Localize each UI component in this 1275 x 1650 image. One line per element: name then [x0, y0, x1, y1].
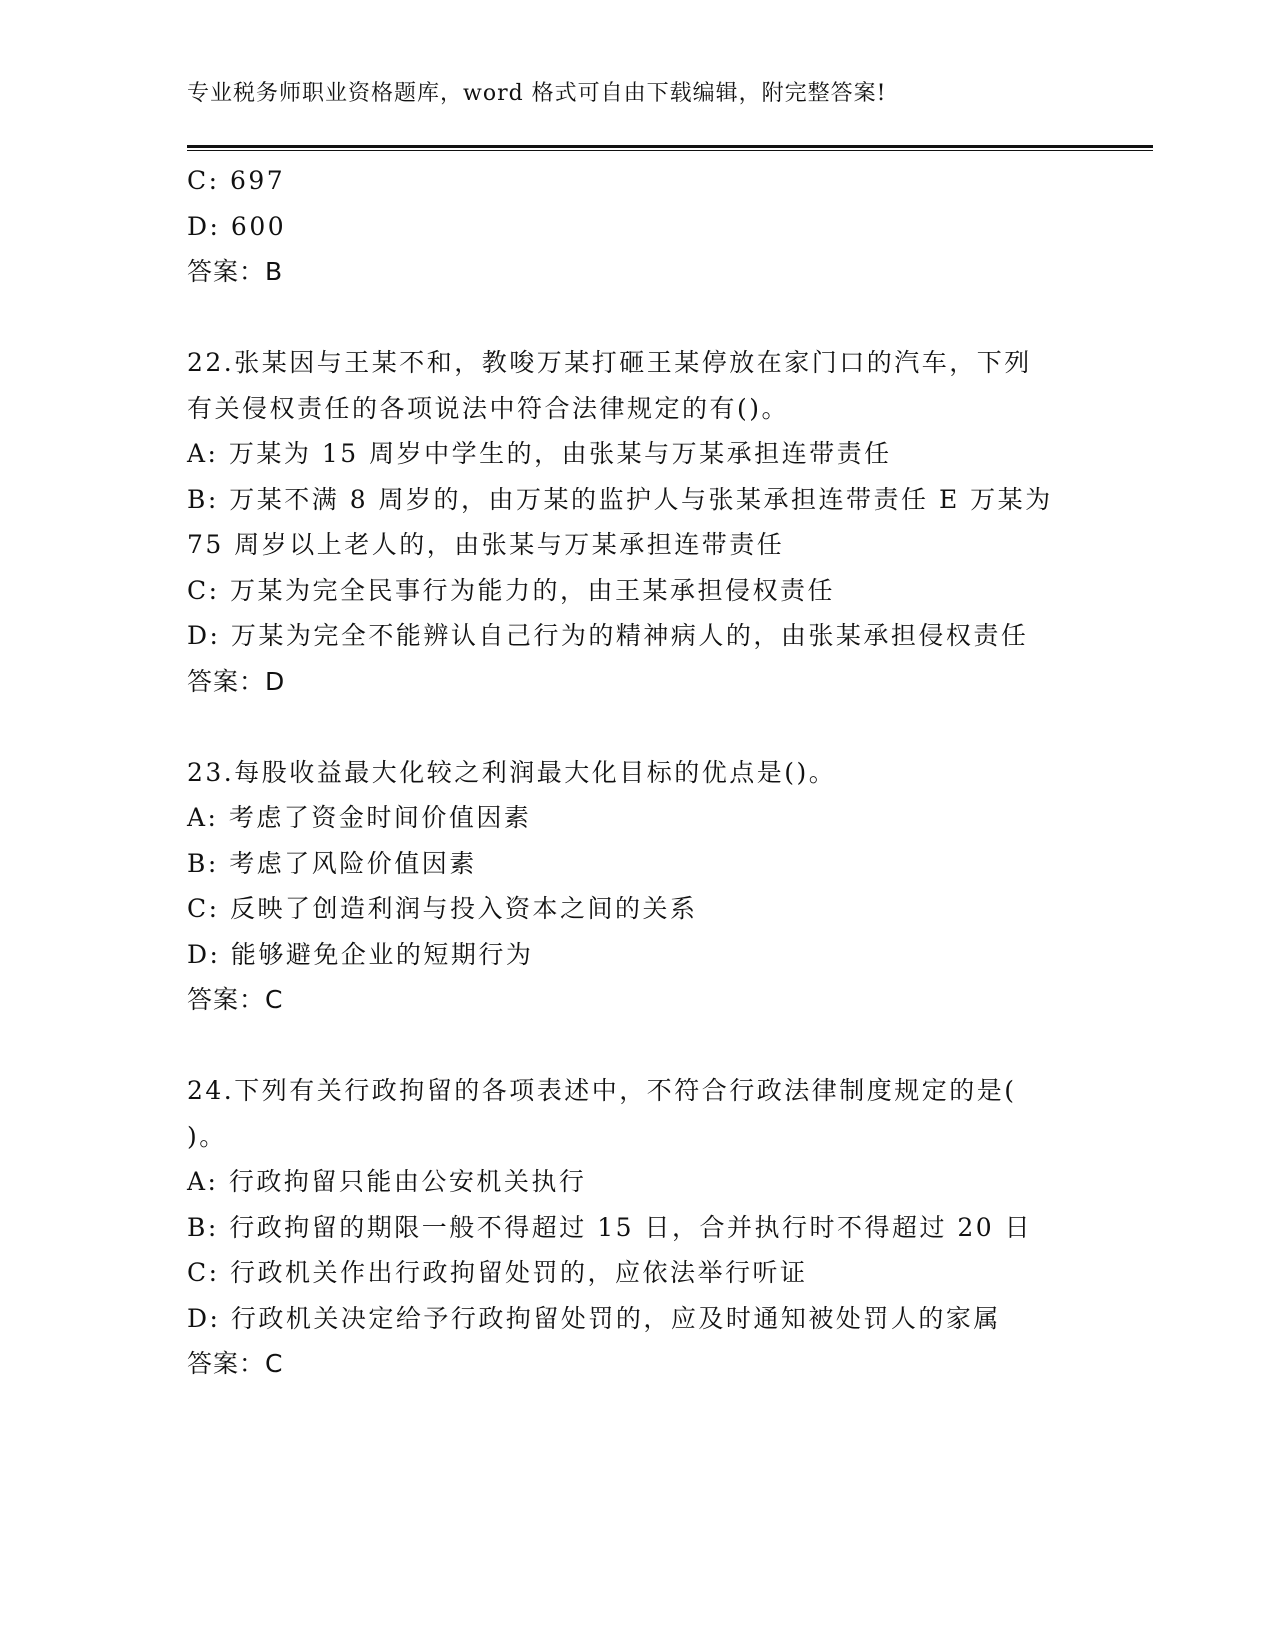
question-23: [187, 750, 1087, 1023]
question-stem: 有关侵权责任的各项说法中符合法律规定的有()。: [187, 393, 790, 423]
option-d: D: 600: [187, 211, 287, 241]
question-spacer: [187, 1023, 1087, 1069]
option-c: C: 行政机关作出行政拘留处罚的，应依法举行听证: [187, 1258, 808, 1287]
question-22: [187, 340, 1087, 704]
option-c: C: 万某为完全民事行为能力的，由王某承担侵权责任: [187, 575, 836, 605]
question-stem: 23.每股收益最大化较之利润最大化目标的优点是()。: [187, 757, 837, 787]
option-d: D: 万某为完全不能辨认自己行为的精神病人的，由张某承担侵权责任: [187, 621, 1029, 650]
page-header-text: 专业税务师职业资格题库，word 格式可自由下载编辑，附完整答案!: [187, 81, 887, 106]
question-stem: 24.下列有关行政拘留的各项表述中，不符合行政法律制度规定的是(: [187, 1076, 1017, 1105]
header-rule-thick: [187, 145, 1153, 148]
answer-line: 答案：C: [187, 1349, 284, 1378]
question-spacer: [187, 295, 1087, 341]
option-c: C: 697: [187, 166, 286, 195]
option-a: A: 万某为 15 周岁中学生的，由张某与万某承担连带责任: [187, 439, 892, 468]
answer-line: 答案：B: [187, 257, 284, 286]
question-stem: 22.张某因与王某不和，教唆万某打砸王某停放在家门口的汽车，下列: [187, 348, 1032, 377]
document-body: [187, 158, 1087, 1387]
option-b-continued: 75 周岁以上老人的，由张某与万某承担连带责任: [187, 530, 785, 559]
question-24: [187, 1068, 1087, 1387]
option-c: C: 反映了创造利润与投入资本之间的关系: [187, 894, 698, 923]
answer-line: 答案：D: [187, 666, 286, 696]
option-b: B: 万某不满 8 周岁的，由万某的监护人与张某承担连带责任 E 万某为: [187, 484, 1053, 514]
option-b: B: 行政拘留的期限一般不得超过 15 日，合并执行时不得超过 20 日: [187, 1212, 1033, 1242]
option-d: D: 行政机关决定给予行政拘留处罚的，应及时通知被处罚人的家属: [187, 1303, 1001, 1333]
question-stem: )。: [187, 1121, 227, 1151]
option-a: A: 考虑了资金时间价值因素: [187, 803, 532, 832]
question-spacer: [187, 704, 1087, 750]
option-b: B: 考虑了风险价值因素: [187, 848, 477, 878]
header-rule-thin: [187, 150, 1153, 151]
option-d: D: 能够避免企业的短期行为: [187, 939, 534, 969]
answer-line: 答案：C: [187, 985, 284, 1014]
option-a: A: 行政拘留只能由公安机关执行: [187, 1167, 587, 1196]
